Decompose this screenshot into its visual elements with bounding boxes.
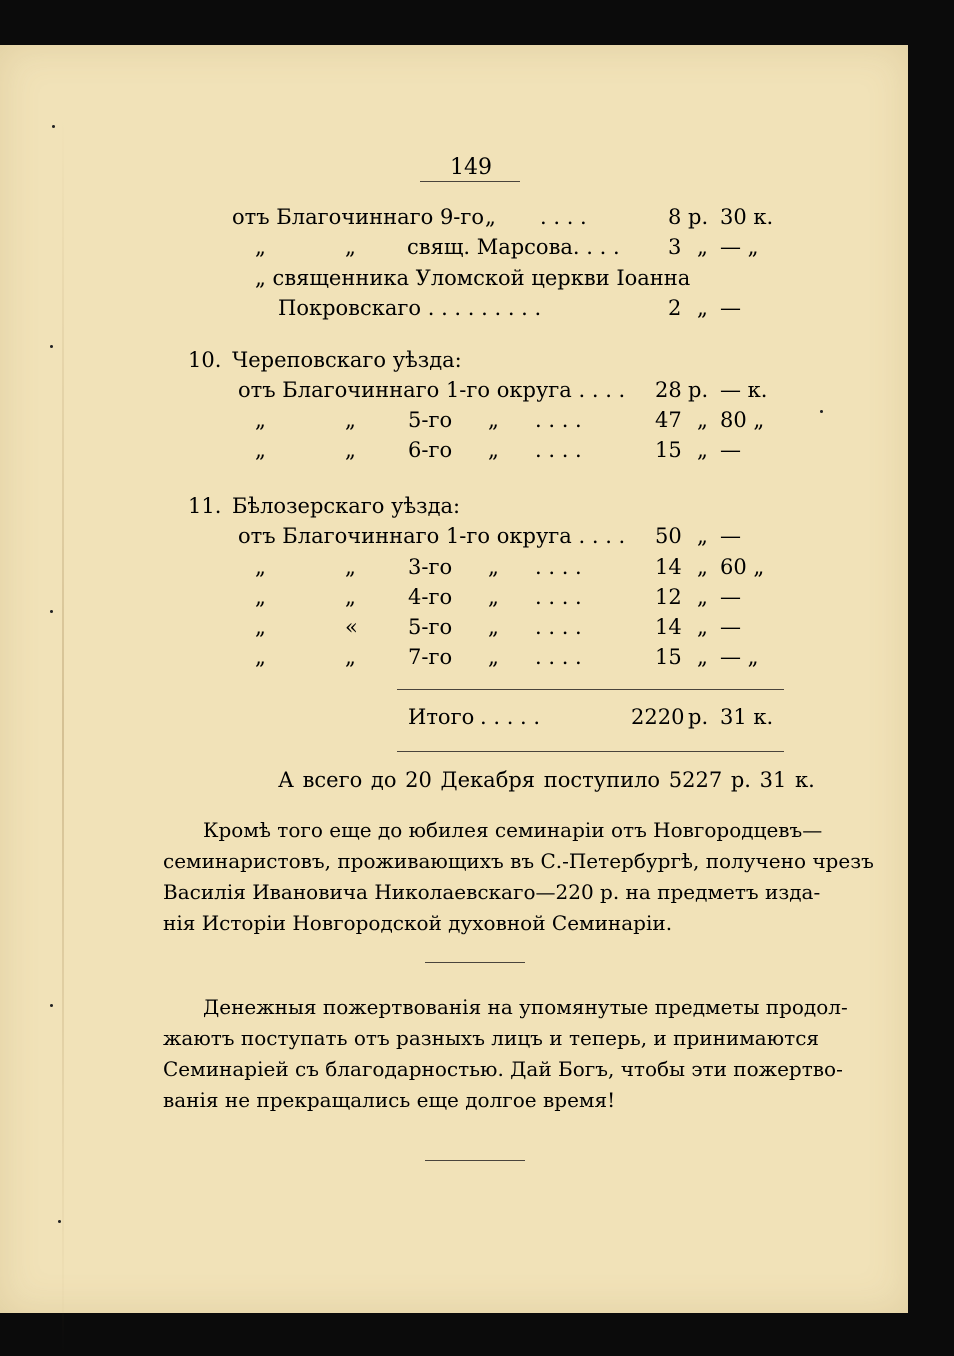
- ledger-row-2-tail: — „: [720, 235, 759, 259]
- ledger-row-9-ditto-c: „: [488, 555, 499, 579]
- scan-speck: [50, 1004, 53, 1007]
- ledger-row-7-ditto-a: „: [255, 438, 266, 462]
- paragraph-1-line-1: Кромѣ того еще до юбилея семинаріи отъ Новгородцевъ—: [203, 818, 823, 842]
- ledger-row-1-amount: 8: [668, 205, 682, 229]
- ledger-row-4-tail: —: [720, 296, 741, 320]
- ledger-row-10-ditto-b: „: [345, 585, 356, 609]
- page-number: 149: [450, 155, 492, 180]
- ledger-row-5-label: отъ Благочиннаго 1-го округа . . . .: [238, 378, 626, 402]
- ledger-row-4-label: Покровскаго . . . . . . . . .: [278, 296, 542, 320]
- ledger-row-9-unit: „: [697, 555, 708, 579]
- ledger-row-7-tail: —: [720, 438, 741, 462]
- ledger-row-1-label: отъ Благочиннаго 9-го: [232, 205, 485, 229]
- section-11-title: Бѣлозерскаго уѣзда:: [232, 494, 461, 518]
- ledger-row-7-amount: 15: [655, 438, 682, 462]
- scan-speck: [50, 610, 53, 613]
- scan-speck: [820, 410, 823, 413]
- ledger-row-12-ditto-b: „: [345, 645, 356, 669]
- scan-speck: [50, 345, 53, 348]
- ledger-row-1-ditto: „: [485, 205, 496, 229]
- ledger-row-10-amount: 12: [655, 585, 682, 609]
- ledger-row-9-label: 3-го: [408, 555, 453, 579]
- ledger-row-12-ditto-c: „: [488, 645, 499, 669]
- ledger-row-2-ditto-a: „: [255, 235, 266, 259]
- ledger-row-7-ditto-b: „: [345, 438, 356, 462]
- total-amount: 2220: [631, 705, 685, 729]
- ledger-row-1-unit: р.: [688, 205, 709, 229]
- ledger-row-12-tail: — „: [720, 645, 759, 669]
- ledger-row-6-ditto-b: „: [345, 408, 356, 432]
- grand-total-line: А всего до 20 Декабря поступило 5227 р. 31 к.: [278, 768, 815, 792]
- ledger-row-5-tail: — к.: [720, 378, 768, 402]
- ledger-row-10-ditto-c: „: [488, 585, 499, 609]
- ledger-row-8-amount: 50: [655, 524, 682, 548]
- paragraph-2-line-2: жаютъ поступать отъ разныхъ лицъ и теперь, и принимаются: [163, 1026, 820, 1050]
- paragraph-additional-donation: [163, 815, 874, 939]
- ledger-row-6-dots: . . . .: [535, 408, 582, 432]
- ledger-row-11-tail: —: [720, 615, 741, 639]
- scan-speck: [58, 1220, 61, 1223]
- paragraph-ongoing-donations: [163, 992, 848, 1116]
- section-10-title: Череповскаго уѣзда:: [232, 348, 462, 372]
- ledger-row-10-unit: „: [697, 585, 708, 609]
- paragraph-2-line-3: Семинаріей съ благодарностью. Дай Богъ, чтобы эти пожертво-: [163, 1057, 843, 1081]
- ledger-row-10-label: 4-го: [408, 585, 453, 609]
- ledger-row-12-dots: . . . .: [535, 645, 582, 669]
- paragraph-1-line-2: семинаристовъ, проживающихъ въ С.-Петербургѣ, получено чрезъ: [163, 849, 874, 873]
- ledger-row-9-amount: 14: [655, 555, 682, 579]
- ledger-row-6-label: 5-го: [408, 408, 453, 432]
- ledger-row-10-tail: —: [720, 585, 741, 609]
- ledger-row-1-dots: . . . .: [540, 205, 587, 229]
- ledger-row-11-dots: . . . .: [535, 615, 582, 639]
- ledger-row-2-unit: „: [697, 235, 708, 259]
- total-rule-bottom: [397, 751, 784, 752]
- ledger-row-9-dots: . . . .: [535, 555, 582, 579]
- section-10-number: 10.: [188, 348, 222, 372]
- ledger-row-5-unit: р.: [688, 378, 709, 402]
- ledger-row-3-label: „ священника Уломской церкви Іоанна: [255, 266, 691, 290]
- ledger-row-7-ditto-c: „: [488, 438, 499, 462]
- ledger-row-12-unit: „: [697, 645, 708, 669]
- ledger-row-1-tail: 30 к.: [720, 205, 774, 229]
- paragraph-1-line-3: Василія Ивановича Николаевскаго—220 р. на предметъ изда-: [163, 880, 821, 904]
- ledger-row-8-tail: —: [720, 524, 741, 548]
- section-divider-2: [425, 1160, 525, 1161]
- ledger-row-9-ditto-b: „: [345, 555, 356, 579]
- ledger-row-6-tail: 80 „: [720, 408, 765, 432]
- total-label: Итого: [408, 705, 475, 729]
- ledger-row-9-tail: 60 „: [720, 555, 765, 579]
- ledger-row-12-ditto-a: „: [255, 645, 266, 669]
- total-tail: 31 к.: [720, 705, 774, 729]
- ledger-row-10-dots: . . . .: [535, 585, 582, 609]
- total-dots: . . . . .: [480, 705, 541, 729]
- ledger-row-11-ditto-b: «: [345, 615, 358, 639]
- ledger-row-7-unit: „: [697, 438, 708, 462]
- ledger-row-6-unit: „: [697, 408, 708, 432]
- ledger-row-2-label: свящ. Марсова. . . .: [407, 235, 620, 259]
- page-spine-shadow: [62, 115, 64, 1355]
- ledger-row-6-ditto-c: „: [488, 408, 499, 432]
- ledger-row-4-amount: 2: [668, 296, 682, 320]
- paragraph-2-line-4: ванія не прекращались еще долгое время!: [163, 1088, 616, 1112]
- ledger-row-6-ditto-a: „: [255, 408, 266, 432]
- paragraph-1-line-4: нія Исторіи Новгородской духовной Семинаріи.: [163, 911, 673, 935]
- ledger-row-4-unit: „: [697, 296, 708, 320]
- ledger-row-2-ditto-b: „: [345, 235, 356, 259]
- ledger-row-5-amount: 28: [655, 378, 682, 402]
- paragraph-2-line-1: Денежныя пожертвованія на упомянутые предметы продол-: [203, 995, 848, 1019]
- ledger-row-7-dots: . . . .: [535, 438, 582, 462]
- ledger-row-10-ditto-a: „: [255, 585, 266, 609]
- page-number-rule: [420, 181, 520, 182]
- ledger-row-12-label: 7-го: [408, 645, 453, 669]
- ledger-row-8-unit: „: [697, 524, 708, 548]
- ledger-row-12-amount: 15: [655, 645, 682, 669]
- ledger-row-8-label: отъ Благочиннаго 1-го округа . . . .: [238, 524, 626, 548]
- ledger-row-11-unit: „: [697, 615, 708, 639]
- ledger-row-6-amount: 47: [655, 408, 682, 432]
- ledger-row-7-label: 6-го: [408, 438, 453, 462]
- total-rule-top: [397, 689, 784, 690]
- ledger-row-11-label: 5-го: [408, 615, 453, 639]
- total-unit: р.: [688, 705, 709, 729]
- ledger-row-2-amount: 3: [668, 235, 682, 259]
- section-11-number: 11.: [188, 494, 222, 518]
- ledger-row-11-amount: 14: [655, 615, 682, 639]
- ledger-row-11-ditto-c: „: [488, 615, 499, 639]
- scan-speck: [52, 125, 55, 128]
- section-divider-1: [425, 962, 525, 963]
- ledger-row-9-ditto-a: „: [255, 555, 266, 579]
- ledger-row-11-ditto-a: „: [255, 615, 266, 639]
